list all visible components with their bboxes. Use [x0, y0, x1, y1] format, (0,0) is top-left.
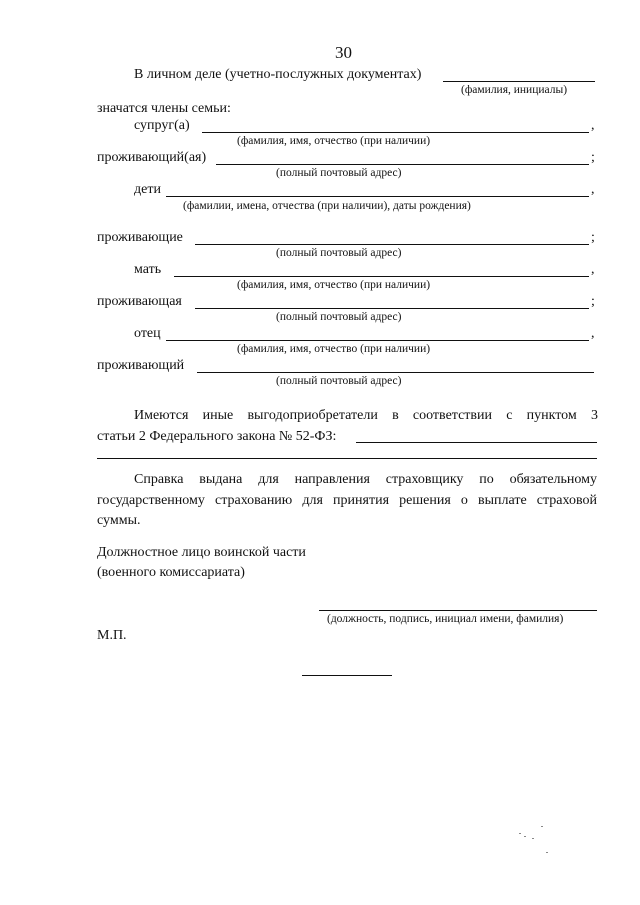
children-line[interactable] — [166, 196, 589, 197]
father-address-label: проживающий — [97, 358, 185, 373]
personal-file-line[interactable] — [443, 81, 595, 82]
spouse-line[interactable] — [202, 132, 589, 133]
children-address-line[interactable] — [195, 244, 589, 245]
stamp-label: М.П. — [97, 628, 127, 643]
page-number: 30 — [335, 43, 352, 62]
certificate-line-3: суммы. — [97, 513, 141, 528]
children-caption: (фамилии, имена, отчества (при наличии), даты рождения) — [183, 200, 471, 212]
mother-label: мать — [134, 262, 162, 277]
father-label: отец — [134, 326, 161, 341]
scan-speck — [541, 826, 543, 827]
father-line-end: , — [591, 326, 595, 341]
beneficiaries-line-field[interactable] — [356, 442, 597, 443]
spouse-line-end: , — [591, 118, 595, 133]
father-address-caption: (полный почтовый адрес) — [276, 375, 402, 387]
mother-line[interactable] — [174, 276, 589, 277]
children-address-end: ; — [591, 230, 595, 245]
beneficiaries-full-line[interactable] — [97, 458, 597, 459]
beneficiaries-line-1 — [97, 405, 598, 426]
children-line-end: , — [591, 182, 595, 197]
spouse-address-end: ; — [591, 150, 595, 165]
scan-speck — [532, 838, 534, 839]
beneficiaries-line-1-text: Имеются иные выгодоприобретатели в соответствии с пунктом 3 — [134, 408, 598, 423]
mother-address-caption: (полный почтовый адрес) — [276, 311, 402, 323]
mother-caption: (фамилия, имя, отчество (при наличии) — [237, 279, 431, 291]
children-address-label: проживающие — [97, 230, 183, 245]
father-line[interactable] — [166, 340, 589, 341]
beneficiaries-line-2: статьи 2 Федерального закона № 52-ФЗ: — [97, 429, 337, 444]
mother-address-line[interactable] — [195, 308, 589, 309]
official-signature-line[interactable] — [319, 610, 597, 611]
mother-address-end: ; — [591, 294, 595, 309]
scan-speck — [524, 836, 526, 837]
father-address-line[interactable] — [197, 372, 594, 373]
spouse-label: супруг(а) — [134, 118, 190, 133]
certificate-line-2: государственному страхованию для принятия решения о выплате страховой — [97, 493, 597, 508]
personal-file-caption: (фамилия, инициалы) — [461, 84, 568, 96]
certificate-line-1: Справка выдана для направления страховщику по обязательному — [134, 472, 597, 487]
personal-file-label: В личном деле (учетно-послужных документах) — [134, 67, 422, 82]
spouse-address-label: проживающий(ая) — [97, 150, 207, 165]
official-caption: (должность, подпись, инициал имени, фамилия) — [327, 613, 564, 625]
official-line-1: Должностное лицо воинской части — [97, 545, 306, 560]
family-header: значатся члены семьи: — [97, 101, 231, 116]
official-line-2: (военного комиссариата) — [97, 565, 245, 580]
scan-speck — [546, 852, 548, 853]
mother-address-label: проживающая — [97, 294, 182, 309]
father-caption: (фамилия, имя, отчество (при наличии) — [237, 343, 431, 355]
mother-line-end: , — [591, 262, 595, 277]
children-label: дети — [134, 182, 161, 197]
children-address-caption: (полный почтовый адрес) — [276, 247, 402, 259]
spouse-address-caption: (полный почтовый адрес) — [276, 167, 402, 179]
scan-speck — [519, 833, 521, 834]
bottom-separator — [302, 675, 392, 676]
spouse-address-line[interactable] — [216, 164, 589, 165]
spouse-caption: (фамилия, имя, отчество (при наличии) — [237, 135, 431, 147]
